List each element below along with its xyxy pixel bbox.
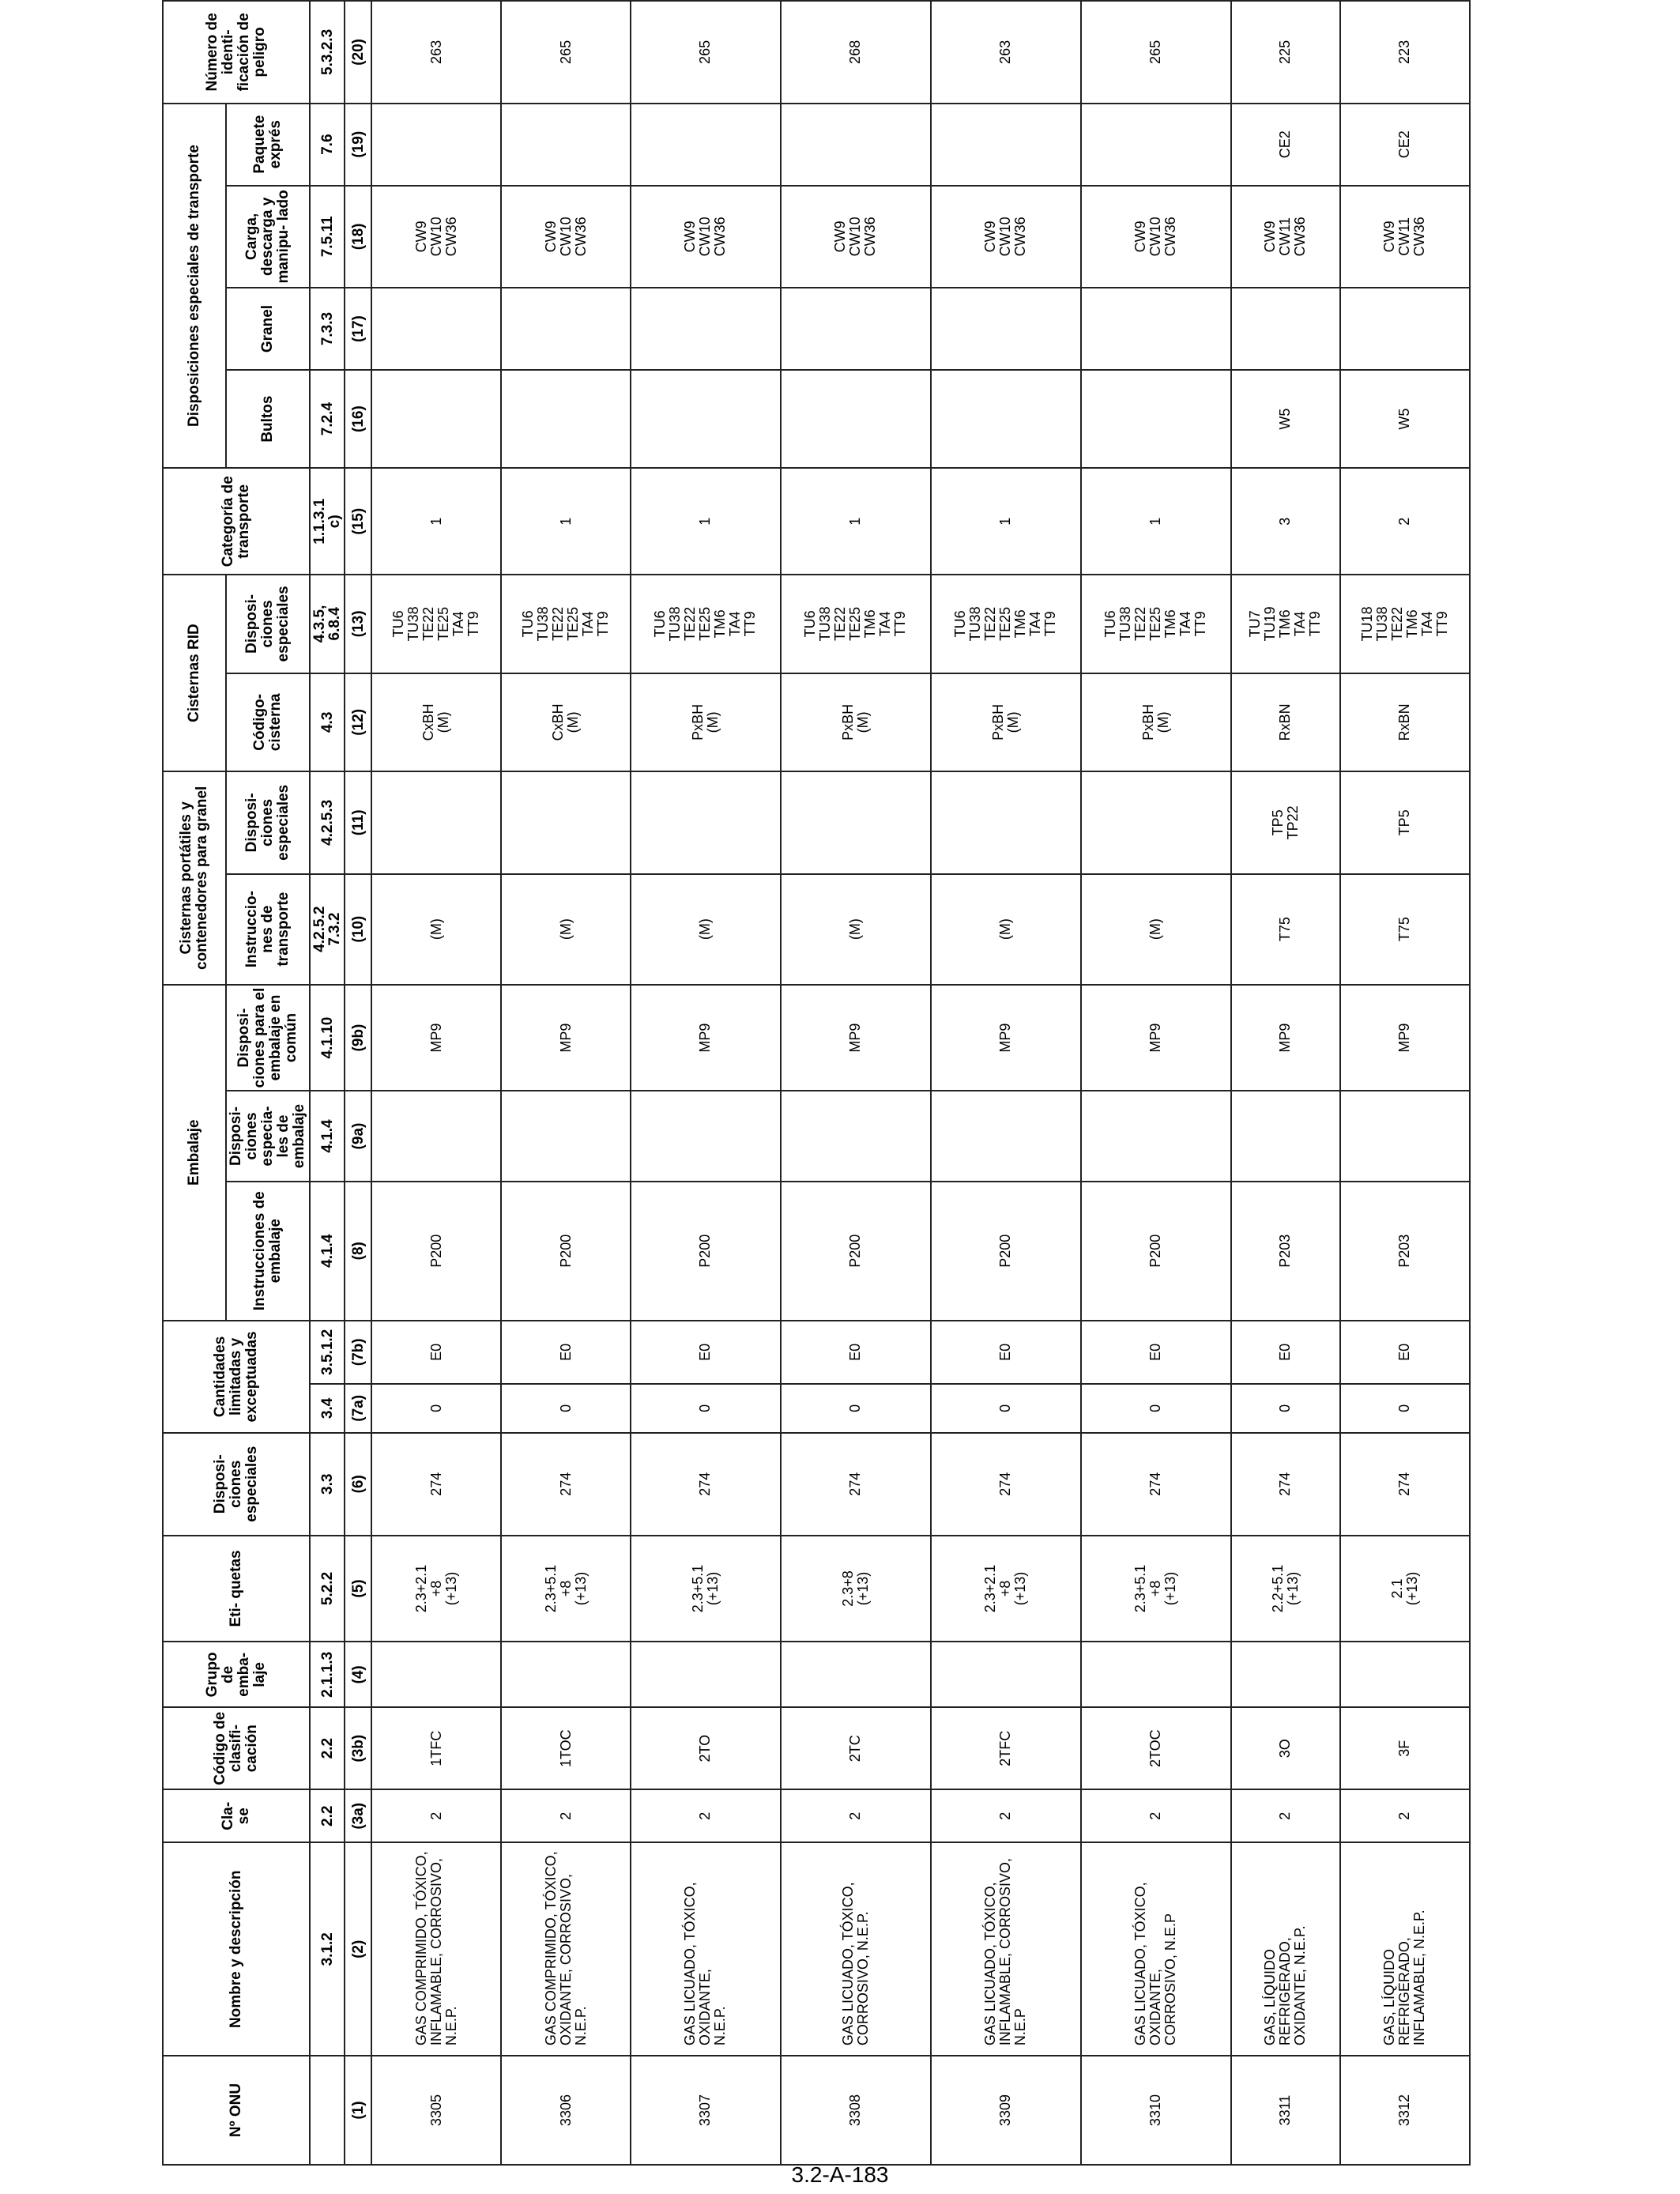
table-cell: E0 xyxy=(1340,1321,1470,1384)
table-cell: W5 xyxy=(1231,370,1340,468)
table-cell: 2 xyxy=(1081,1789,1231,1842)
reference-cell: 4.1.10 xyxy=(310,985,345,1091)
table-cell: 2.3+5.1 +8 (+13) xyxy=(1081,1536,1231,1642)
table-cell: MP9 xyxy=(1081,985,1231,1091)
table-cell: 263 xyxy=(931,1,1081,104)
table-cell: RxBN xyxy=(1340,673,1470,771)
table-cell: CW9 CW10 CW36 xyxy=(371,186,501,288)
table-cell: 265 xyxy=(1081,1,1231,104)
table-row xyxy=(501,1,631,2165)
table-cell xyxy=(501,1642,631,1707)
table-cell: 2 xyxy=(1231,1789,1340,1842)
table-cell: (M) xyxy=(631,874,781,985)
table-cell: 274 xyxy=(1081,1433,1231,1536)
table-row xyxy=(931,1,1081,2165)
table-cell: CxBH (M) xyxy=(501,673,631,771)
table-cell xyxy=(781,1642,931,1707)
header-instrucciones-embalaje: Instrucciones de embalaje xyxy=(226,1182,310,1321)
column-number-cell: (5) xyxy=(345,1536,371,1642)
table-cell xyxy=(1081,1642,1231,1707)
table-cell: (M) xyxy=(781,874,931,985)
header-codigo-cisterna: Código- cisterna xyxy=(226,673,310,771)
table-cell: 265 xyxy=(501,1,631,104)
table-cell xyxy=(631,771,781,874)
table-cell: 2.3+5.1 (+13) xyxy=(631,1536,781,1642)
table-cell xyxy=(1081,288,1231,370)
table-cell xyxy=(781,771,931,874)
table-cell xyxy=(1340,288,1470,370)
table-cell: 2.2+5.1 (+13) xyxy=(1231,1536,1340,1642)
table-cell: 0 xyxy=(781,1384,931,1433)
table-cell xyxy=(931,370,1081,468)
table-cell: 268 xyxy=(781,1,931,104)
table-cell xyxy=(1231,1642,1340,1707)
table-cell: P200 xyxy=(781,1182,931,1321)
table-cell: 2TC xyxy=(781,1707,931,1789)
table-row xyxy=(1340,1,1470,2165)
table-cell: TU18 TU38 TE22 TM6 TA4 TT9 xyxy=(1340,575,1470,673)
table-cell xyxy=(631,1642,781,1707)
table-cell xyxy=(371,288,501,370)
table-cell: 3307 xyxy=(631,2056,781,2165)
reference-cell xyxy=(310,2056,345,2165)
table-cell: TP5 xyxy=(1340,771,1470,874)
table-cell: P200 xyxy=(631,1182,781,1321)
table-cell: 1 xyxy=(501,468,631,575)
table-cell xyxy=(931,1091,1081,1182)
table-cell: 274 xyxy=(631,1433,781,1536)
table-row xyxy=(1231,1,1340,2165)
table-cell: P200 xyxy=(931,1182,1081,1321)
header-clase: Cla- se xyxy=(163,1789,310,1842)
table-cell: CW9 CW10 CW36 xyxy=(631,186,781,288)
reference-cell: 4.2.5.3 xyxy=(310,771,345,874)
table-cell xyxy=(931,771,1081,874)
column-number-cell: (1) xyxy=(345,2056,371,2165)
header-disp-especiales-rid: Disposi- ciones especiales xyxy=(226,575,310,673)
column-number-cell: (9a) xyxy=(345,1091,371,1182)
table-cell: E0 xyxy=(1081,1321,1231,1384)
table-cell: 1 xyxy=(931,468,1081,575)
table-cell: CW9 CW10 CW36 xyxy=(781,186,931,288)
reference-cell: 2.1.1.3 xyxy=(310,1642,345,1707)
reference-cell: 4.3 xyxy=(310,673,345,771)
reference-cell: 5.2.2 xyxy=(310,1536,345,1642)
table-cell: 2.3+5.1 +8 (+13) xyxy=(501,1536,631,1642)
table-cell: 2 xyxy=(931,1789,1081,1842)
column-number-cell: (20) xyxy=(345,1,371,104)
table-cell: CW9 CW11 CW36 xyxy=(1340,186,1470,288)
column-number-cell: (18) xyxy=(345,186,371,288)
table-cell: PxBH (M) xyxy=(781,673,931,771)
table-cell: P203 xyxy=(1231,1182,1340,1321)
table-cell: 2.3+2.1 +8 (+13) xyxy=(931,1536,1081,1642)
header-nombre: Nombre y descripción xyxy=(163,1842,310,2056)
table-cell: TP5 TP22 xyxy=(1231,771,1340,874)
table-cell: MP9 xyxy=(1231,985,1340,1091)
table-cell xyxy=(1081,104,1231,186)
table-cell: GAS, LÍQUIDO REFRIGERADO, INFLAMABLE, N.E.P. xyxy=(1340,1842,1470,2056)
table-cell: PxBH (M) xyxy=(1081,673,1231,771)
table-cell: GAS, LÍQUIDO REFRIGERADO, OXIDANTE, N.E.P. xyxy=(1231,1842,1340,2056)
table-cell: GAS LICUADO, TÓXICO, CORROSIVO, N.E.P. xyxy=(781,1842,931,2056)
table-cell: W5 xyxy=(1340,370,1470,468)
reference-cell: 7.3.3 xyxy=(310,288,345,370)
header-instrucciones-transporte: Instruccio- nes de transporte xyxy=(226,874,310,985)
table-cell: GAS LICUADO, TÓXICO, INFLAMABLE, CORROSIVO, N.E.P xyxy=(931,1842,1081,2056)
column-number-cell: (19) xyxy=(345,104,371,186)
table-cell xyxy=(631,1091,781,1182)
table-cell: CxBH (M) xyxy=(371,673,501,771)
table-cell xyxy=(501,771,631,874)
header-cantidades: Cantidades limitadas y exceptuadas xyxy=(163,1321,310,1433)
reference-cell: 4.1.4 xyxy=(310,1182,345,1321)
table-cell: MP9 xyxy=(1340,985,1470,1091)
table-cell: CW9 CW11 CW36 xyxy=(1231,186,1340,288)
table-cell: 3308 xyxy=(781,2056,931,2165)
table-cell xyxy=(631,288,781,370)
column-number-cell: (15) xyxy=(345,468,371,575)
table-cell: 2.1 (+13) xyxy=(1340,1536,1470,1642)
column-number-cell: (9b) xyxy=(345,985,371,1091)
table-cell: 1 xyxy=(781,468,931,575)
reference-cell: 7.5.11 xyxy=(310,186,345,288)
header-disposiciones-transporte: Disposiciones especiales de transporte xyxy=(163,104,226,469)
table-cell: 0 xyxy=(931,1384,1081,1433)
table-cell: 3 xyxy=(1231,468,1340,575)
column-number-cell: (7a) xyxy=(345,1384,371,1433)
table-cell xyxy=(501,370,631,468)
table-cell: P200 xyxy=(501,1182,631,1321)
table-cell: 1 xyxy=(371,468,501,575)
table-cell xyxy=(371,771,501,874)
table-cell: TU6 TU38 TE22 TE25 TM6 TA4 TT9 xyxy=(1081,575,1231,673)
table-cell: CE2 xyxy=(1340,104,1470,186)
table-cell: E0 xyxy=(631,1321,781,1384)
table-row xyxy=(781,1,931,2165)
table-cell xyxy=(501,104,631,186)
table-cell: TU6 TU38 TE22 TE25 TA4 TT9 xyxy=(501,575,631,673)
table-cell: E0 xyxy=(931,1321,1081,1384)
column-number-cell: (17) xyxy=(345,288,371,370)
table-cell: 223 xyxy=(1340,1,1470,104)
table-cell xyxy=(931,104,1081,186)
table-cell: 2 xyxy=(631,1789,781,1842)
table-cell xyxy=(1340,1091,1470,1182)
table-cell: 0 xyxy=(1231,1384,1340,1433)
table-cell: MP9 xyxy=(501,985,631,1091)
table-cell xyxy=(631,370,781,468)
table-cell: PxBH (M) xyxy=(631,673,781,771)
table-cell xyxy=(1081,370,1231,468)
table-cell xyxy=(781,104,931,186)
reference-cell: 7.6 xyxy=(310,104,345,186)
reference-cell: 4.3.5, 6.8.4 xyxy=(310,575,345,673)
header-cisternas-portatiles: Cisternas portátiles y contenedores para granel xyxy=(163,771,226,985)
header-row-groups xyxy=(163,1,226,2165)
table-cell xyxy=(781,288,931,370)
table-cell: 2 xyxy=(781,1789,931,1842)
reference-cell: 5.3.2.3 xyxy=(310,1,345,104)
table-cell: PxBH (M) xyxy=(931,673,1081,771)
table-cell: TU6 TU38 TE22 TE25 TM6 TA4 TT9 xyxy=(781,575,931,673)
header-bultos: Bultos xyxy=(226,370,310,468)
table-cell: 2.3+8 (+13) xyxy=(781,1536,931,1642)
table-cell: 274 xyxy=(1340,1433,1470,1536)
header-cisternas-rid: Cisternas RID xyxy=(163,575,226,771)
table-cell: 0 xyxy=(1340,1384,1470,1433)
reference-cell: 2.2 xyxy=(310,1707,345,1789)
table-cell: P200 xyxy=(1081,1182,1231,1321)
header-granel: Granel xyxy=(226,288,310,370)
table-cell: 3312 xyxy=(1340,2056,1470,2165)
column-number-cell: (16) xyxy=(345,370,371,468)
header-embalaje: Embalaje xyxy=(163,985,226,1321)
table-cell: 2 xyxy=(371,1789,501,1842)
table-row xyxy=(631,1,781,2165)
table-cell: 0 xyxy=(501,1384,631,1433)
table-cell: E0 xyxy=(781,1321,931,1384)
table-cell: 274 xyxy=(781,1433,931,1536)
column-number-cell: (13) xyxy=(345,575,371,673)
table-cell: 2 xyxy=(501,1789,631,1842)
table-cell xyxy=(1231,288,1340,370)
table-cell xyxy=(501,1091,631,1182)
table-cell: CW9 CW10 CW36 xyxy=(1081,186,1231,288)
header-numero-peligro: Número de identi- ficación de peligro xyxy=(163,1,310,104)
table-cell xyxy=(1340,1642,1470,1707)
table-cell xyxy=(781,370,931,468)
header-disp-especiales-cisternas-port: Disposi- ciones especiales xyxy=(226,771,310,874)
table-cell: 0 xyxy=(1081,1384,1231,1433)
table-cell: GAS COMPRIMIDO, TÓXICO, OXIDANTE, CORROSIVO, N.E.P. xyxy=(501,1842,631,2056)
header-paquete-expres: Paquete exprés xyxy=(226,104,310,186)
header-column-number-row xyxy=(345,1,371,2165)
reference-cell: 4.2.5.2 7.3.2 xyxy=(310,874,345,985)
table-cell: TU6 TU38 TE22 TE25 TM6 TA4 TT9 xyxy=(631,575,781,673)
reference-cell: 3.4 xyxy=(310,1384,345,1433)
column-number-cell: (10) xyxy=(345,874,371,985)
dangerous-goods-table xyxy=(162,0,1471,2166)
table-cell: 2TO xyxy=(631,1707,781,1789)
table-cell: E0 xyxy=(1231,1321,1340,1384)
column-number-cell: (3b) xyxy=(345,1707,371,1789)
table-cell xyxy=(781,1091,931,1182)
reference-cell: 3.3 xyxy=(310,1433,345,1536)
table-cell: T75 xyxy=(1340,874,1470,985)
table-cell: CE2 xyxy=(1231,104,1340,186)
table-cell: 3306 xyxy=(501,2056,631,2165)
header-etiquetas: Eti- quetas xyxy=(163,1536,310,1642)
table-cell xyxy=(371,1642,501,1707)
header-categoria-transporte: Categoría de transporte xyxy=(163,468,310,575)
table-cell: 3309 xyxy=(931,2056,1081,2165)
reference-cell: 2.2 xyxy=(310,1789,345,1842)
table-cell xyxy=(371,370,501,468)
table-cell xyxy=(931,1642,1081,1707)
reference-cell: 1.1.3.1 c) xyxy=(310,468,345,575)
column-number-cell: (2) xyxy=(345,1842,371,2056)
table-cell: 1TFC xyxy=(371,1707,501,1789)
table-cell xyxy=(1081,1091,1231,1182)
table-cell: T75 xyxy=(1231,874,1340,985)
table-cell xyxy=(1081,771,1231,874)
column-number-cell: (12) xyxy=(345,673,371,771)
table-cell: 274 xyxy=(501,1433,631,1536)
table-cell: 0 xyxy=(371,1384,501,1433)
table-cell: MP9 xyxy=(371,985,501,1091)
table-cell xyxy=(501,288,631,370)
table-cell: 2 xyxy=(1340,468,1470,575)
header-disp-embalaje-comun: Disposi- ciones para el embalaje en común xyxy=(226,985,310,1091)
column-number-cell: (8) xyxy=(345,1182,371,1321)
table-cell: P203 xyxy=(1340,1182,1470,1321)
table-cell: 3310 xyxy=(1081,2056,1231,2165)
header-reference-row xyxy=(310,1,345,2165)
header-codigo-clasificacion: Código de clasifi- cación xyxy=(163,1707,310,1789)
table-cell: (M) xyxy=(1081,874,1231,985)
table-cell: GAS COMPRIMIDO, TÓXICO, INFLAMABLE, CORROSIVO, N.E.P. xyxy=(371,1842,501,2056)
table-cell: CW9 CW10 CW36 xyxy=(501,186,631,288)
table-cell: 1 xyxy=(1081,468,1231,575)
table-cell: 225 xyxy=(1231,1,1340,104)
column-number-cell: (6) xyxy=(345,1433,371,1536)
column-number-cell: (7b) xyxy=(345,1321,371,1384)
table-cell: E0 xyxy=(501,1321,631,1384)
table-cell xyxy=(1231,1091,1340,1182)
table-cell: 265 xyxy=(631,1,781,104)
table-cell: 274 xyxy=(371,1433,501,1536)
header-disp-especiales-embalaje: Disposi- ciones especia- les de embalaje xyxy=(226,1091,310,1182)
table-cell: 1 xyxy=(631,468,781,575)
table-cell: CW9 CW10 CW36 xyxy=(931,186,1081,288)
table-row xyxy=(371,1,501,2165)
reference-cell: 4.1.4 xyxy=(310,1091,345,1182)
table-cell xyxy=(371,104,501,186)
table-cell: E0 xyxy=(371,1321,501,1384)
header-onu: Nº ONU xyxy=(163,2056,310,2165)
table-cell xyxy=(631,104,781,186)
table-cell: 3F xyxy=(1340,1707,1470,1789)
page-number: 3.2-A-183 xyxy=(791,2162,889,2187)
table-cell: 2.3+2.1 +8 (+13) xyxy=(371,1536,501,1642)
table-cell: 0 xyxy=(631,1384,781,1433)
table-cell: 2TFC xyxy=(931,1707,1081,1789)
table-cell: 263 xyxy=(371,1,501,104)
table-cell: MP9 xyxy=(631,985,781,1091)
table-cell: MP9 xyxy=(781,985,931,1091)
reference-cell: 7.2.4 xyxy=(310,370,345,468)
column-number-cell: (3a) xyxy=(345,1789,371,1842)
rotated-table-wrapper xyxy=(162,0,1471,2166)
header-carga: Carga, descarga y manipu- lado xyxy=(226,186,310,288)
header-grupo-embalaje: Grupo de emba- laje xyxy=(163,1642,310,1707)
reference-cell: 3.1.2 xyxy=(310,1842,345,2056)
table-cell: GAS LICUADO, TÓXICO, OXIDANTE, CORROSIVO, N.E.P xyxy=(1081,1842,1231,2056)
column-number-cell: (4) xyxy=(345,1642,371,1707)
table-cell: 274 xyxy=(1231,1433,1340,1536)
table-cell: (M) xyxy=(371,874,501,985)
table-cell: (M) xyxy=(931,874,1081,985)
table-body xyxy=(371,1,1470,2165)
reference-cell: 3.5.1.2 xyxy=(310,1321,345,1384)
table-cell: 3305 xyxy=(371,2056,501,2165)
header-disposiciones-especiales: Disposi- ciones especiales xyxy=(163,1433,310,1536)
table-cell: TU7 TU19 TM6 TA4 TT9 xyxy=(1231,575,1340,673)
table-cell: 3311 xyxy=(1231,2056,1340,2165)
table-cell: 1TOC xyxy=(501,1707,631,1789)
table-cell: TU6 TU38 TE22 TE25 TA4 TT9 xyxy=(371,575,501,673)
table-cell: TU6 TU38 TE22 TE25 TM6 TA4 TT9 xyxy=(931,575,1081,673)
table-cell: GAS LICUADO, TÓXICO, OXIDANTE, N.E.P. xyxy=(631,1842,781,2056)
table-cell: 2 xyxy=(1340,1789,1470,1842)
table-cell: 3O xyxy=(1231,1707,1340,1789)
table-cell: 274 xyxy=(931,1433,1081,1536)
column-number-cell: (11) xyxy=(345,771,371,874)
table-cell xyxy=(931,288,1081,370)
table-cell: 2TOC xyxy=(1081,1707,1231,1789)
table-cell xyxy=(371,1091,501,1182)
table-cell: RxBN xyxy=(1231,673,1340,771)
table-row xyxy=(1081,1,1231,2165)
table-cell: MP9 xyxy=(931,985,1081,1091)
table-cell: P200 xyxy=(371,1182,501,1321)
table-cell: (M) xyxy=(501,874,631,985)
